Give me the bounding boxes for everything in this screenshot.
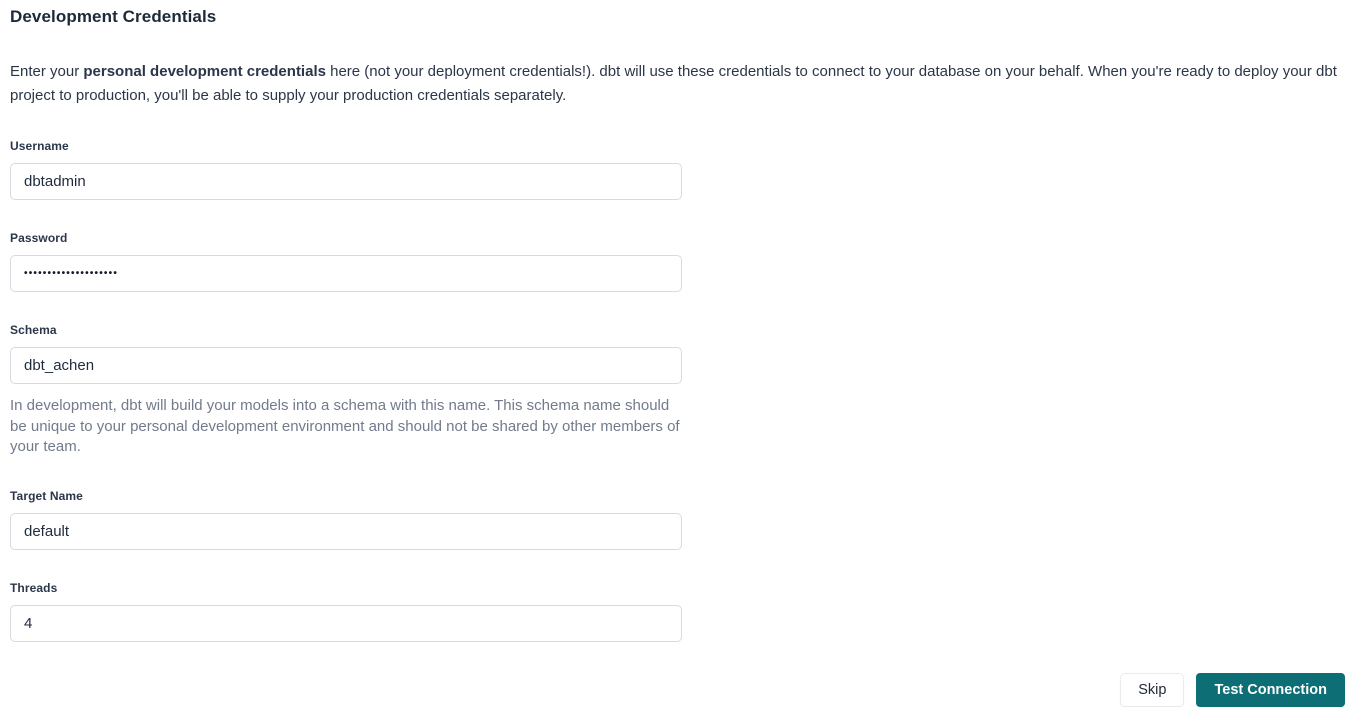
schema-helper-text: In development, dbt will build your models into a schema with this name. This schema name should be unique to your personal development environment and should not be shared by other members of your team. — [10, 397, 680, 455]
schema-label: Schema — [10, 323, 57, 337]
username-label: Username — [10, 139, 69, 153]
username-input[interactable] — [10, 163, 682, 200]
skip-button[interactable]: Skip — [1120, 673, 1184, 707]
credentials-form — [10, 139, 1345, 642]
intro-paragraph — [10, 60, 1342, 108]
page-title: Development Credentials — [10, 7, 217, 26]
password-input[interactable] — [10, 255, 682, 292]
threads-label: Threads — [10, 580, 58, 595]
target-name-label: Target Name — [10, 488, 83, 503]
test-connection-button[interactable]: Test Connection — [1196, 673, 1345, 707]
threads-field-group — [10, 581, 1345, 642]
schema-input[interactable] — [10, 347, 682, 384]
password-field-group — [10, 231, 1345, 292]
target-name-input[interactable] — [10, 513, 682, 550]
threads-input[interactable] — [10, 605, 682, 642]
footer-actions — [10, 673, 1345, 707]
intro-text-post: here (not your deployment credentials!). dbt will use these credentials to connect to your database on your behalf. When you're ready to deploy your dbt project to production, you'll be able to supply your production credentials separately. — [10, 63, 1337, 104]
password-label: Password — [10, 231, 68, 245]
target-name-field-group — [10, 489, 1345, 550]
schema-field-group — [10, 323, 1345, 458]
intro-text-bold: personal development credentials — [83, 63, 326, 80]
username-field-group — [10, 139, 1345, 200]
intro-text-pre: Enter your — [10, 63, 84, 80]
